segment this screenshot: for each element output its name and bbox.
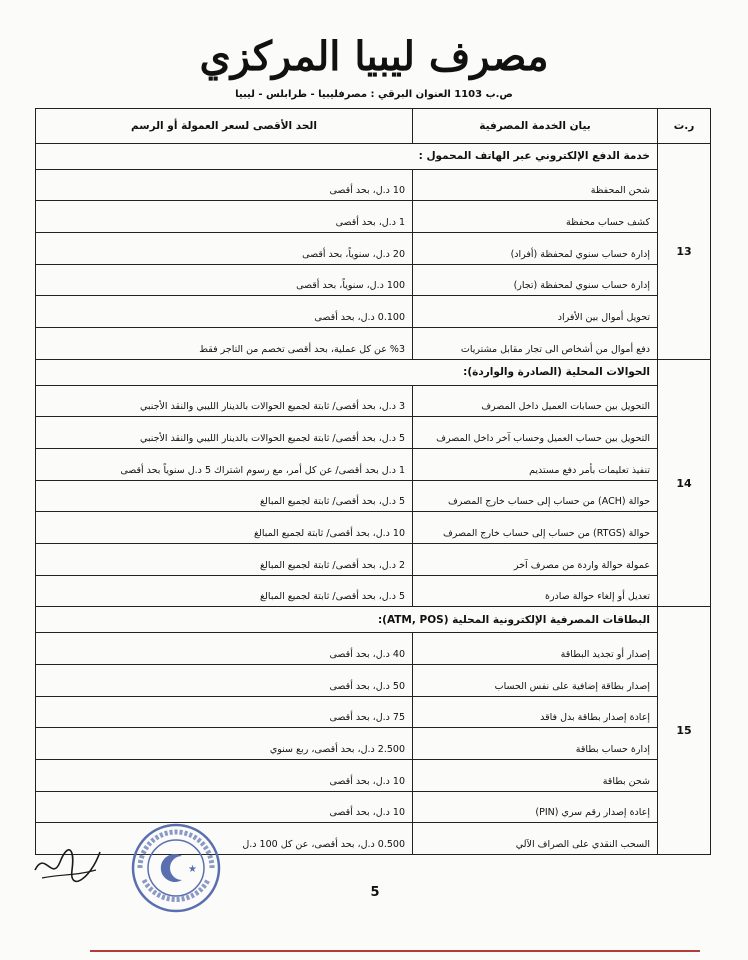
column-header-number: ر.ت — [658, 109, 711, 144]
group-heading: خدمة الدفع الإلكتروني عبر الهاتف المحمول : — [36, 144, 658, 170]
official-stamp — [130, 822, 222, 914]
fee-cell: 3 د.ل، بحد أقصى/ ثابتة لجميع الحوالات بالدينار الليبي والنقد الأجنبي — [36, 385, 413, 417]
fee-cell: 1 د.ل، بحد أقصى — [36, 201, 413, 233]
fee-cell: %3 عن كل عملية، بحد أقصى تخصم من التاجر فقط — [36, 328, 413, 360]
service-cell: إعادة إصدار رقم سري (PIN) — [413, 791, 658, 823]
table-row — [36, 264, 711, 296]
service-cell: التحويل بين حساب العميل وحساب آخر داخل المصرف — [413, 417, 658, 449]
fee-cell: 5 د.ل، بحد أقصى/ ثابتة لجميع المبالغ — [36, 480, 413, 512]
signature — [30, 840, 105, 890]
service-cell: شحن المحفظة — [413, 169, 658, 201]
service-cell: إصدار أو تجديد البطاقة — [413, 633, 658, 665]
page-number: 5 — [370, 885, 380, 900]
service-cell: إدارة حساب بطاقة — [413, 728, 658, 760]
fee-cell: 0.500 د.ل، بحد أقصى، عن كل 100 د.ل — [36, 823, 413, 855]
table-row — [36, 759, 711, 791]
fee-cell: 5 د.ل، بحد أقصى/ ثابتة لجميع الحوالات بالدينار الليبي والنقد الأجنبي — [36, 417, 413, 449]
service-cell: التحويل بين حسابات العميل داخل المصرف — [413, 385, 658, 417]
table-group-heading-row — [36, 144, 711, 170]
service-cell: السحب النقدي على الصراف الآلي — [413, 823, 658, 855]
service-cell: حوالة (ACH) من حساب إلى حساب خارج المصرف — [413, 480, 658, 512]
fee-cell: 5 د.ل، بحد أقصى/ ثابتة لجميع المبالغ — [36, 575, 413, 607]
table-row — [36, 633, 711, 665]
service-cell: إدارة حساب سنوي لمحفظة (أفراد) — [413, 233, 658, 265]
table-header-row — [36, 109, 711, 144]
table-row — [36, 544, 711, 576]
table-row — [36, 791, 711, 823]
table-row — [36, 385, 711, 417]
table-row — [36, 296, 711, 328]
fee-cell: 2.500 د.ل، بحد أقصى، ربع سنوي — [36, 728, 413, 760]
service-cell: عمولة حوالة واردة من مصرف آخر — [413, 544, 658, 576]
table-row — [36, 417, 711, 449]
table-row — [36, 201, 711, 233]
service-cell: تنفيذ تعليمات بأمر دفع مستديم — [413, 448, 658, 480]
group-heading: البطاقات المصرفية الإلكترونية المحلية (ATM, POS): — [36, 607, 658, 633]
service-cell: إعادة إصدار بطاقة بدل فاقد — [413, 696, 658, 728]
fee-cell: 10 د.ل، بحد أقصى — [36, 759, 413, 791]
service-cell: إصدار بطاقة إضافية على نفس الحساب — [413, 664, 658, 696]
service-cell: دفع أموال من أشخاص الى تجار مقابل مشتريات — [413, 328, 658, 360]
column-header-service: بيان الخدمة المصرفية — [413, 109, 658, 144]
fee-cell: 50 د.ل، بحد أقصى — [36, 664, 413, 696]
service-cell: تعديل أو إلغاء حوالة صادرة — [413, 575, 658, 607]
fee-cell: 10 د.ل، بحد أقصى/ ثابتة لجميع المبالغ — [36, 512, 413, 544]
fee-cell: 40 د.ل، بحد أقصى — [36, 633, 413, 665]
table-row — [36, 696, 711, 728]
group-number: 14 — [658, 359, 711, 607]
table-row — [36, 575, 711, 607]
group-number: 13 — [658, 144, 711, 360]
svg-text:★: ★ — [188, 864, 197, 875]
bank-address: ص.ب 1103 العنوان البرقي : مصرفليبيا - طرابلس - ليبيا — [235, 89, 513, 100]
fee-cell: 1 د.ل بحد أقصى/ عن كل أمر، مع رسوم اشتراك 5 د.ل سنوياً بحد أقصى — [36, 448, 413, 480]
table-group-heading-row — [36, 607, 711, 633]
fee-cell: 2 د.ل، بحد أقصى/ ثابتة لجميع المبالغ — [36, 544, 413, 576]
table-row — [36, 728, 711, 760]
service-cell: كشف حساب محفظة — [413, 201, 658, 233]
footer-divider — [90, 950, 700, 952]
column-header-fee: الحد الأقصى لسعر العمولة أو الرسم — [36, 109, 413, 144]
fee-cell: 0.100 د.ل، بحد أقصى — [36, 296, 413, 328]
table-row — [36, 664, 711, 696]
table-row — [36, 328, 711, 360]
table-body — [36, 144, 711, 855]
group-number: 15 — [658, 607, 711, 855]
service-cell: إدارة حساب سنوي لمحفظة (تجار) — [413, 264, 658, 296]
fee-cell: 10 د.ل، بحد أقصى — [36, 169, 413, 201]
table-row — [36, 233, 711, 265]
table-row — [36, 512, 711, 544]
fees-table — [35, 108, 711, 855]
table-row — [36, 169, 711, 201]
service-cell: تحويل أموال بين الأفراد — [413, 296, 658, 328]
fee-cell: 75 د.ل، بحد أقصى — [36, 696, 413, 728]
service-cell: شحن بطاقة — [413, 759, 658, 791]
table-group-heading-row — [36, 359, 711, 385]
bank-logo-text: مصرف ليبيا المركزي — [199, 33, 549, 80]
fee-cell: 20 د.ل، سنوياً، بحد أقصى — [36, 233, 413, 265]
service-cell: حوالة (RTGS) من حساب إلى حساب خارج المصرف — [413, 512, 658, 544]
fee-cell: 100 د.ل، سنوياً، بحد أقصى — [36, 264, 413, 296]
table-row — [36, 480, 711, 512]
table-row — [36, 448, 711, 480]
group-heading: الحوالات المحلية (الصادرة والواردة): — [36, 359, 658, 385]
fee-cell: 10 د.ل، بحد أقصى — [36, 791, 413, 823]
